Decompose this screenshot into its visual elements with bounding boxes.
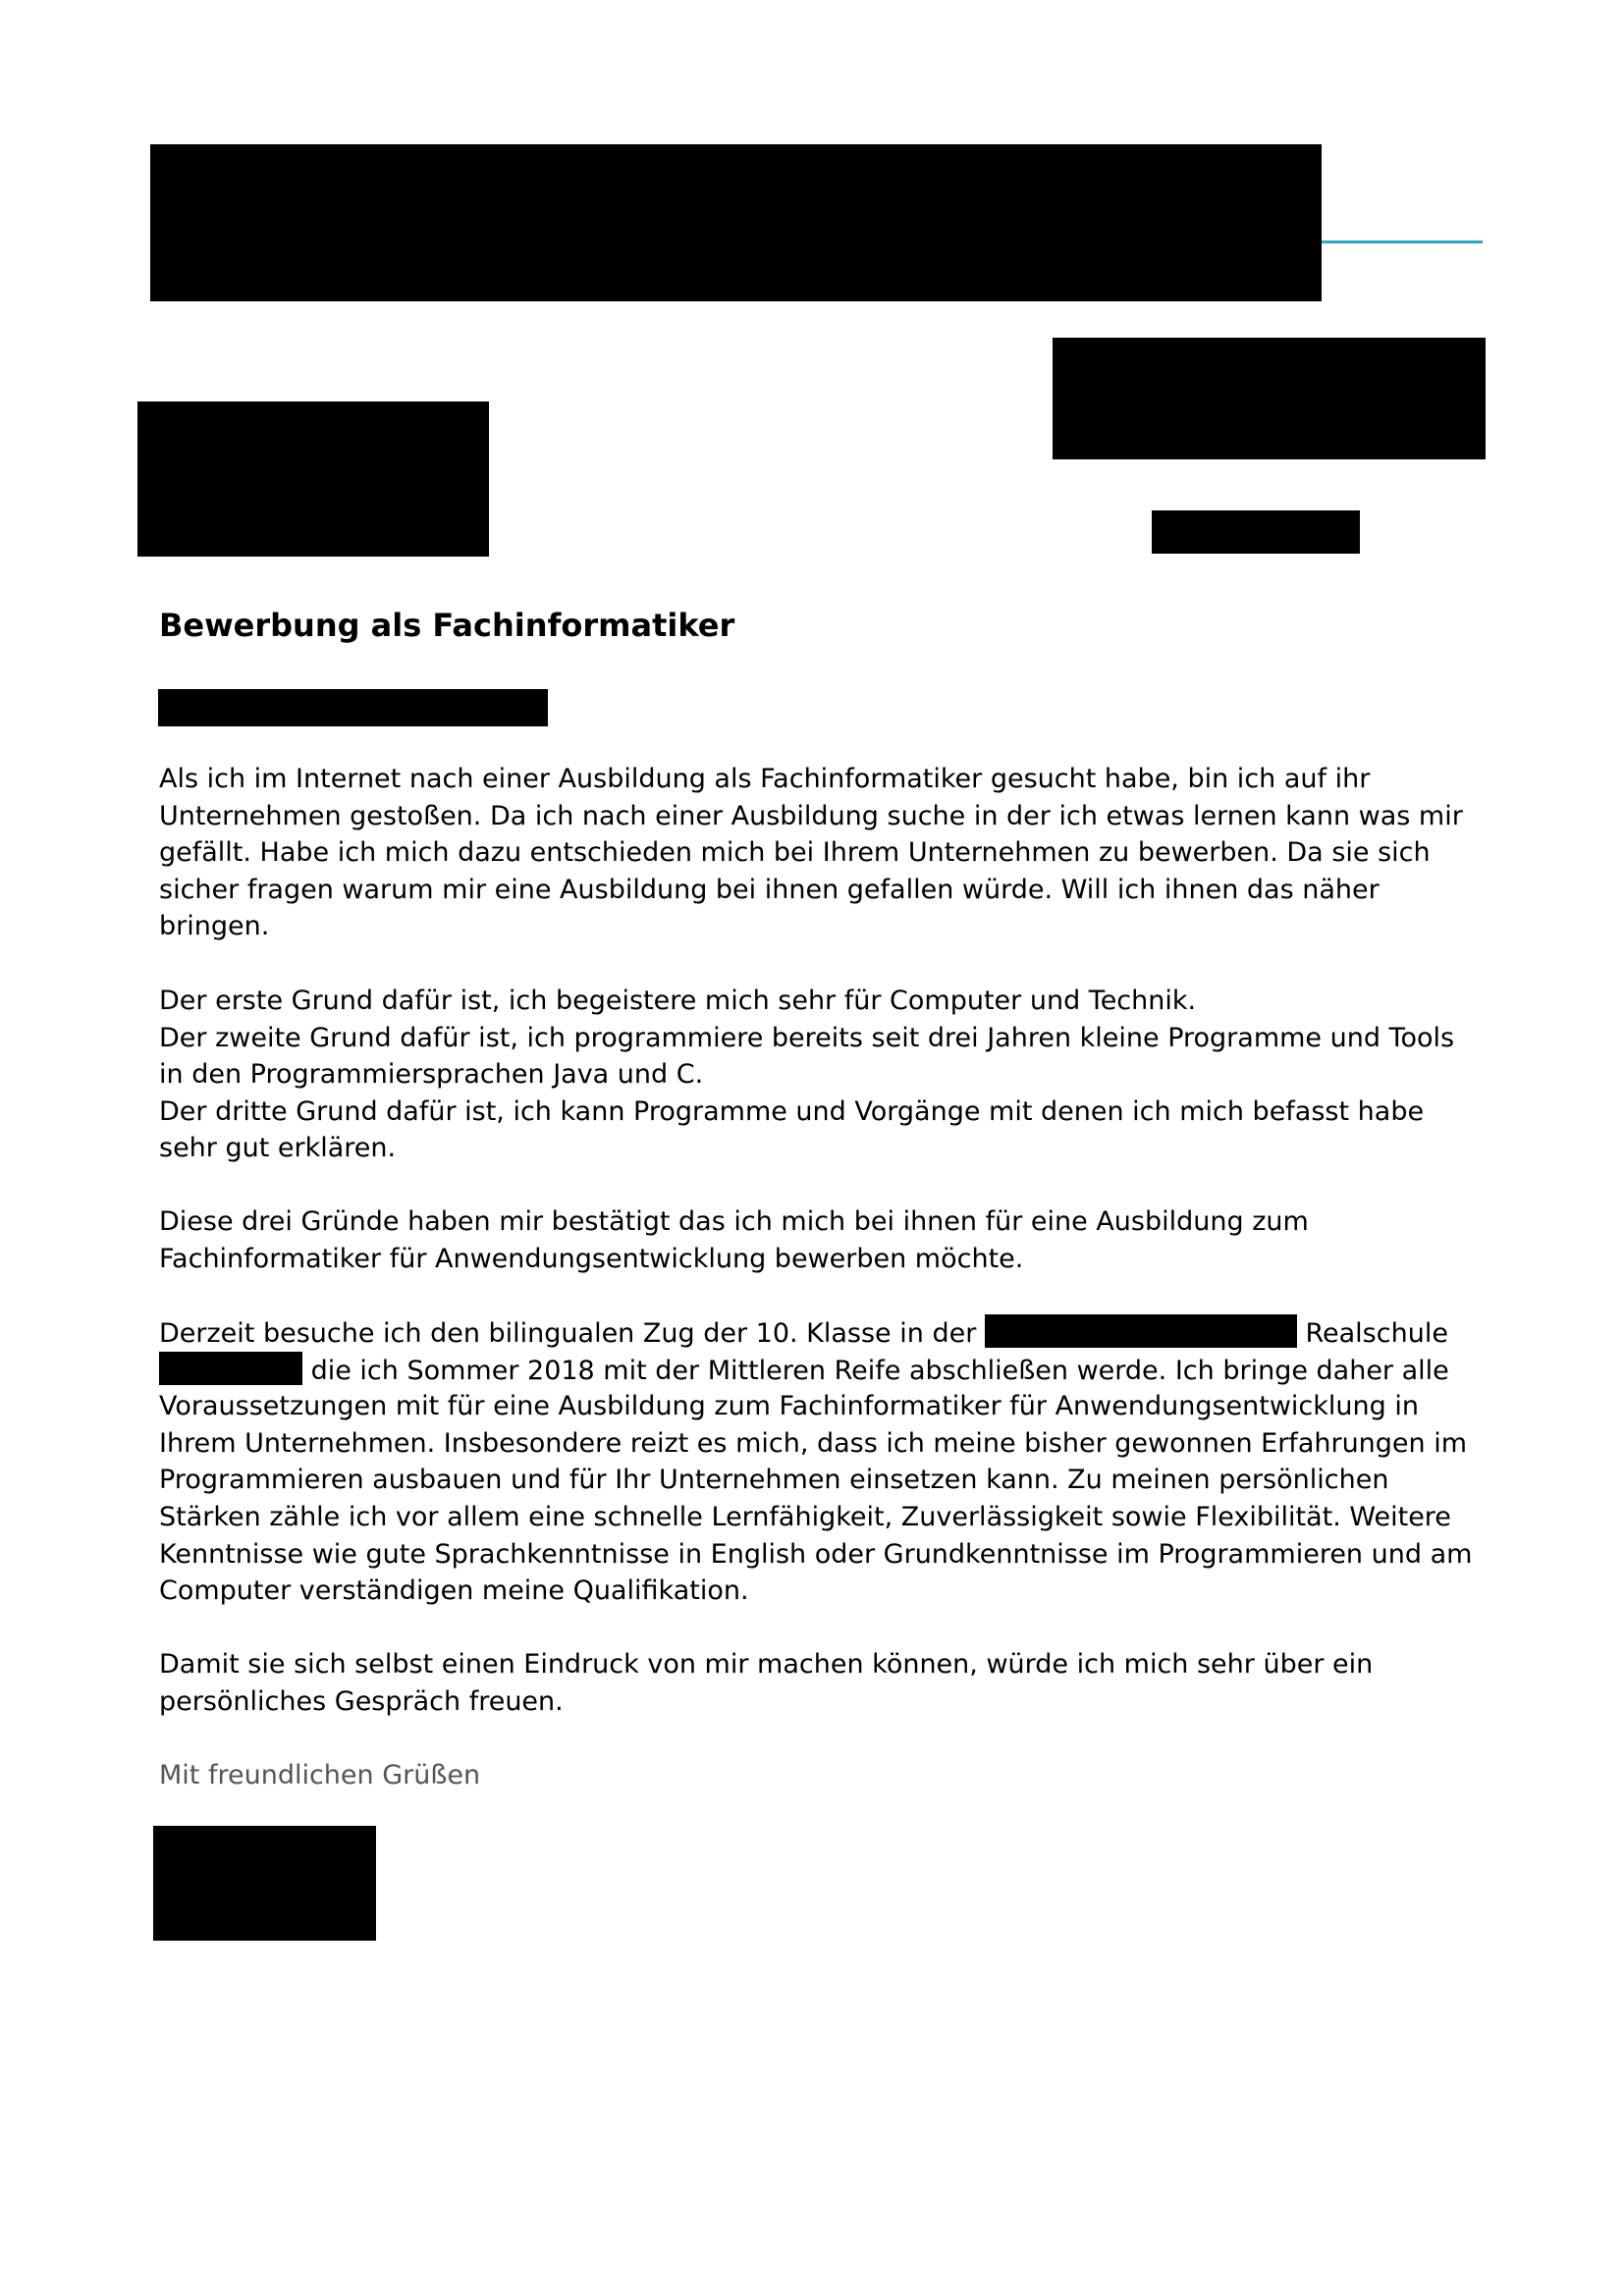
text-line: in den Programmiersprachen Java und C. — [159, 1059, 704, 1091]
text-line: Voraussetzungen mit für eine Ausbildung zum Fachinformatiker für Anwendungsentwicklung in — [159, 1391, 1419, 1422]
text-line: gefällt. Habe ich mich dazu entschieden mich bei Ihrem Unternehmen zu bewerben. Da sie sich — [159, 837, 1431, 869]
redacted-date — [1152, 510, 1360, 554]
redacted-recipient-address — [137, 401, 489, 557]
closing-greeting: Mit freundlichen Grüßen — [159, 1760, 481, 1790]
redacted-letterhead — [150, 144, 1322, 301]
text-line: bringen. — [159, 911, 270, 942]
letter-subject: Bewerbung als Fachinformatiker — [159, 607, 735, 644]
redacted-school-name — [985, 1314, 1297, 1348]
paragraph-school — [159, 1314, 1472, 1610]
text-line: Der zweite Grund dafür ist, ich programmiere bereits seit drei Jahren kleine Programme und Tools — [159, 1022, 1455, 1053]
paragraph-reasons — [159, 983, 1454, 1167]
text-line: Stärken zähle ich vor allem eine schnelle Lernfähigkeit, Zuverlässigkeit sowie Flexibilität. Weitere — [159, 1501, 1451, 1532]
text-line: Fachinformatiker für Anwendungsentwicklung bewerben möchte. — [159, 1243, 1024, 1274]
text-line: Computer verständigen meine Qualifikation. — [159, 1575, 749, 1607]
redacted-city — [159, 1352, 302, 1385]
redacted-signature — [153, 1826, 376, 1941]
text-segment: die ich Sommer 2018 mit der Mittleren Reife abschließen werde. Ich bringe daher alle — [302, 1355, 1449, 1386]
redacted-salutation — [158, 689, 548, 726]
text-line: sehr gut erklären. — [159, 1133, 397, 1164]
text-line: Diese drei Gründe haben mir bestätigt das ich mich bei ihnen für eine Ausbildung zum — [159, 1206, 1309, 1237]
text-line: Als ich im Internet nach einer Ausbildung als Fachinformatiker gesucht habe, bin ich auf ihr — [159, 764, 1371, 794]
text-line: sicher fragen warum mir eine Ausbildung bei ihnen gefallen würde. Will ich ihnen das näher — [159, 874, 1380, 905]
text-line — [159, 1314, 1472, 1352]
text-line: Der dritte Grund dafür ist, ich kann Programme und Vorgänge mit denen ich mich befasst habe — [159, 1095, 1425, 1127]
text-line: Programmieren ausbauen und für Ihr Unternehmen einsetzen kann. Zu meinen persönlichen — [159, 1465, 1389, 1496]
redacted-sender-address — [1053, 338, 1486, 459]
text-line: Unternehmen gestoßen. Da ich nach einer Ausbildung suche in der ich etwas lernen kann was mir — [159, 800, 1463, 831]
paragraph-closing-request — [159, 1646, 1373, 1720]
text-segment: Realschule — [1296, 1318, 1448, 1349]
letterhead-accent-line — [1322, 240, 1483, 243]
text-segment: Derzeit besuche ich den bilingualen Zug der 10. Klasse in der — [159, 1318, 985, 1349]
text-line — [159, 1352, 1472, 1389]
text-line: persönliches Gespräch freuen. — [159, 1685, 564, 1717]
paragraph-conclusion — [159, 1203, 1309, 1277]
text-line: Damit sie sich selbst einen Eindruck von mir machen können, würde ich mich sehr über ein — [159, 1649, 1374, 1680]
paragraph-intro — [159, 761, 1463, 945]
text-line: Der erste Grund dafür ist, ich begeistere mich sehr für Computer und Technik. — [159, 986, 1197, 1016]
text-line: Kenntnisse wie gute Sprachkenntnisse in English oder Grundkenntnisse im Programmieren und am — [159, 1538, 1473, 1570]
text-line: Ihrem Unternehmen. Insbesondere reizt es mich, dass ich meine bisher gewonnen Erfahrungen im — [159, 1427, 1468, 1459]
